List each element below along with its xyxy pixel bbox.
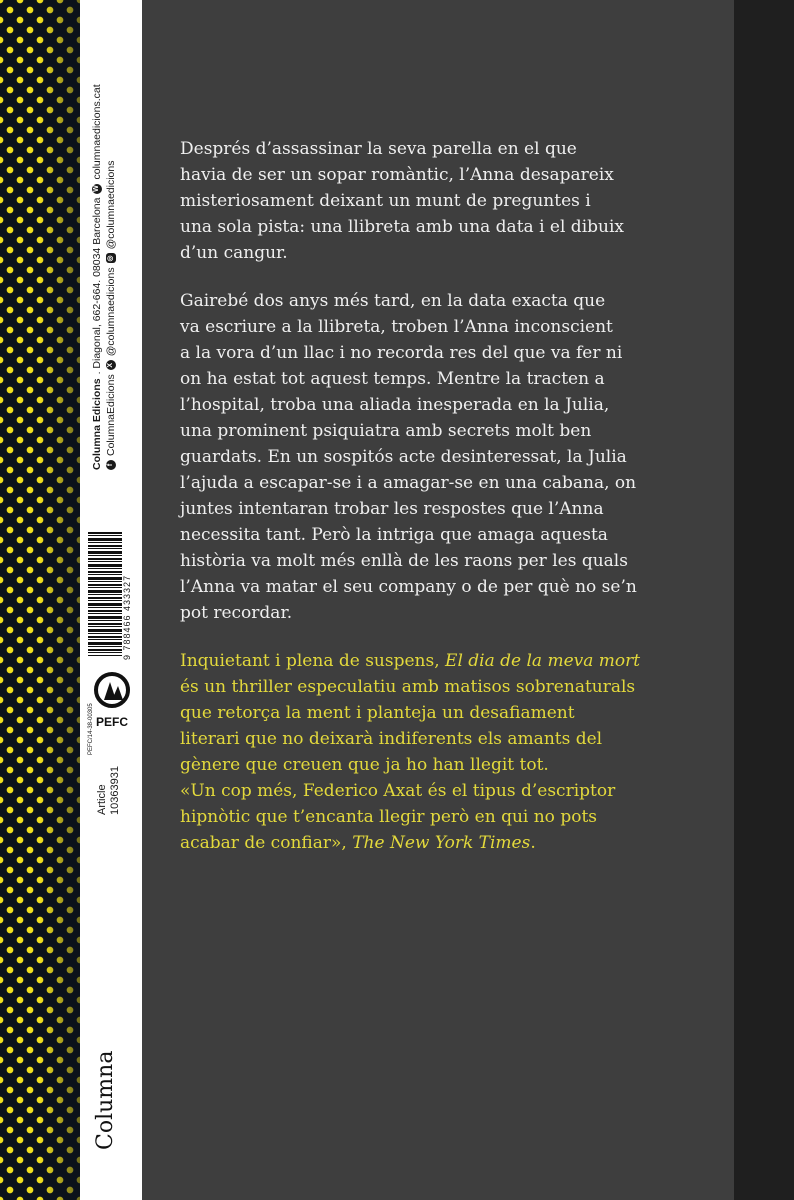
- pefc-label: PEFC: [95, 715, 129, 729]
- publisher-x: @columnaedicions: [105, 267, 117, 357]
- publisher-instagram: @columnaedicions: [105, 160, 117, 250]
- article-number: 10363931: [109, 766, 121, 815]
- blurb-paragraph-2: Gairebé dos anys més tard, en la data exacta que va escriure a la llibreta, troben l’Anna inconscient a la vora d’un llac i no recorda res del que va fer ni on ha estat tot aquest temps. Mentre la tracten a l’hospital, troba una aliada inesperada en la Julia, una prominent psiquiatra amb secrets molt ben guardats. En un sospitós acte desinteressat, la Julia l’ajuda a escapar-se i a amagar-se en una cabana, on juntes intentaran trobar les respostes que l’Anna necessita tant. Però la intriga que amaga aquesta història va molt més enllà de les raons per les quals l’Anna va matar el seu company o de per què no se’n pot recordar.: [180, 291, 637, 623]
- isbn-number: 9 788466 433327: [122, 574, 132, 660]
- cover-edge: [734, 0, 794, 1200]
- article-block: [96, 766, 122, 815]
- x-icon: X: [106, 360, 116, 370]
- publisher-brand: Columna: [93, 1050, 118, 1150]
- blurb-p3-end: .: [530, 833, 536, 853]
- publisher-info: [90, 84, 118, 470]
- blurb-paragraph-3: [180, 648, 700, 856]
- book-title: El dia de la meva mort: [445, 651, 641, 671]
- pefc-code: PEFC/14-38-00305: [88, 703, 94, 755]
- back-cover-blurb: [180, 136, 700, 878]
- publisher-address: . Diagonal, 662-664. 08034 Barcelona: [91, 197, 103, 375]
- blurb-p3-body: és un thriller especulatiu amb matisos sobrenaturals que retorça la ment i planteja un desafiament literari que no deixarà indiferents els amants del gènere que creuen que ja ho han llegit tot. «Un cop més, Federico Axat és el tipus d’escriptor hipnòtic que t’encanta llegir però en qui no pots acabar de confiar»,: [180, 677, 636, 853]
- dotted-pattern-fade: [40, 0, 80, 1200]
- web-icon: W: [93, 185, 100, 192]
- barcode: [88, 532, 122, 656]
- instagram-icon: ◎: [107, 255, 114, 262]
- article-label: Article: [96, 784, 108, 815]
- blurb-p3-intro: Inquietant i plena de suspens,: [180, 651, 446, 671]
- publisher-name: Columna Edicions: [91, 378, 103, 470]
- blurb-paragraph-1: Després d’assassinar la seva parella en el que havia de ser un sopar romàntic, l’Anna desapareix misteriosament deixant un munt de preguntes i una sola pista: una llibreta amb una data i el dibuix d’un cangur.: [180, 139, 624, 263]
- quote-source: The New York Times: [352, 833, 531, 853]
- publisher-web: columnaedicions.cat: [91, 84, 103, 180]
- publisher-facebook: ColumnaEdicions: [105, 374, 117, 456]
- pefc-logo: [90, 670, 134, 742]
- facebook-icon: f: [106, 460, 116, 470]
